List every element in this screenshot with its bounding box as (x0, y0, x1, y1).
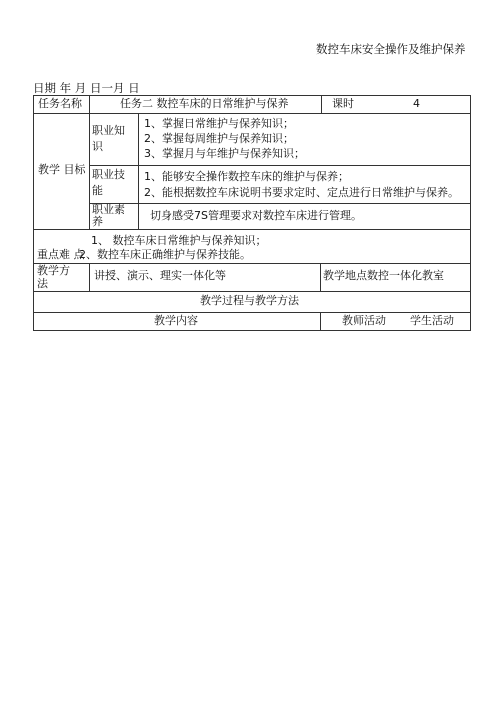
table-border (33, 312, 471, 313)
column-header-teacher: 教师活动 (342, 314, 386, 327)
table-border (33, 291, 471, 292)
table-border (33, 229, 471, 230)
table-border (33, 263, 471, 264)
keypoints-label: 重点难 点 (37, 248, 85, 261)
method-value: 讲授、演示、理实一体化等 (94, 269, 226, 282)
knowledge-item: 2、掌握每周维护与保养知识； (144, 132, 294, 145)
column-header-student: 学生活动 (410, 314, 454, 327)
location-value: 教学地点数控一体化教室 (323, 269, 444, 282)
table-border (33, 95, 34, 330)
table-border (89, 95, 90, 113)
table-border (470, 95, 471, 330)
knowledge-item: 1、掌握日常维护与保养知识； (144, 117, 294, 130)
method-label: 教学方 (37, 264, 70, 277)
document-header-title: 数控车床安全操作及维护保养 (316, 42, 466, 56)
table-border (89, 113, 90, 229)
date-line: 日期 年 月 日一月 日 (33, 81, 140, 95)
table-border (89, 203, 471, 204)
table-border (33, 95, 471, 96)
table-border (89, 263, 90, 291)
skill-label: 职业技 (92, 168, 125, 181)
table-border (320, 263, 321, 291)
knowledge-label: 职业知 (92, 124, 125, 137)
keypoints-item: 2、数控车床正确维护与保养技能。 (79, 248, 251, 261)
table-border (89, 165, 471, 166)
skill-item: 2、能根据数控车床说明书要求定时、定点进行日常维护与保养。 (144, 186, 459, 199)
table-border (33, 113, 471, 114)
table-border (320, 312, 321, 330)
method-label-cont: 法 (37, 277, 48, 290)
skill-item: 1、能够安全操作数控车床的维护与保养； (144, 170, 349, 183)
knowledge-label-cont: 识 (92, 140, 103, 153)
table-border (321, 95, 322, 113)
skill-label-cont: 能 (92, 184, 103, 197)
column-header-content: 教学内容 (154, 314, 198, 327)
hours-label: 课时 (332, 97, 354, 110)
task-label: 任务名称 (38, 97, 82, 110)
goal-label: 教学 目标 (38, 163, 86, 176)
quality-value: 切身感受7S管理要求对数控车床进行管理。 (150, 209, 362, 222)
keypoints-item: 1、 数控车床日常维护与保养知识； (91, 234, 267, 247)
table-border (33, 330, 471, 331)
quality-label: 职业素 (92, 203, 125, 216)
task-value: 任务二 数控车床的日常维护与保养 (120, 97, 289, 110)
knowledge-item: 3、掌握月与年维护与保养知识； (144, 147, 305, 160)
quality-label-cont: 养 (92, 215, 103, 228)
hours-value: 4 (413, 97, 420, 110)
table-border (138, 113, 139, 229)
process-title: 教学过程与教学方法 (200, 294, 299, 307)
